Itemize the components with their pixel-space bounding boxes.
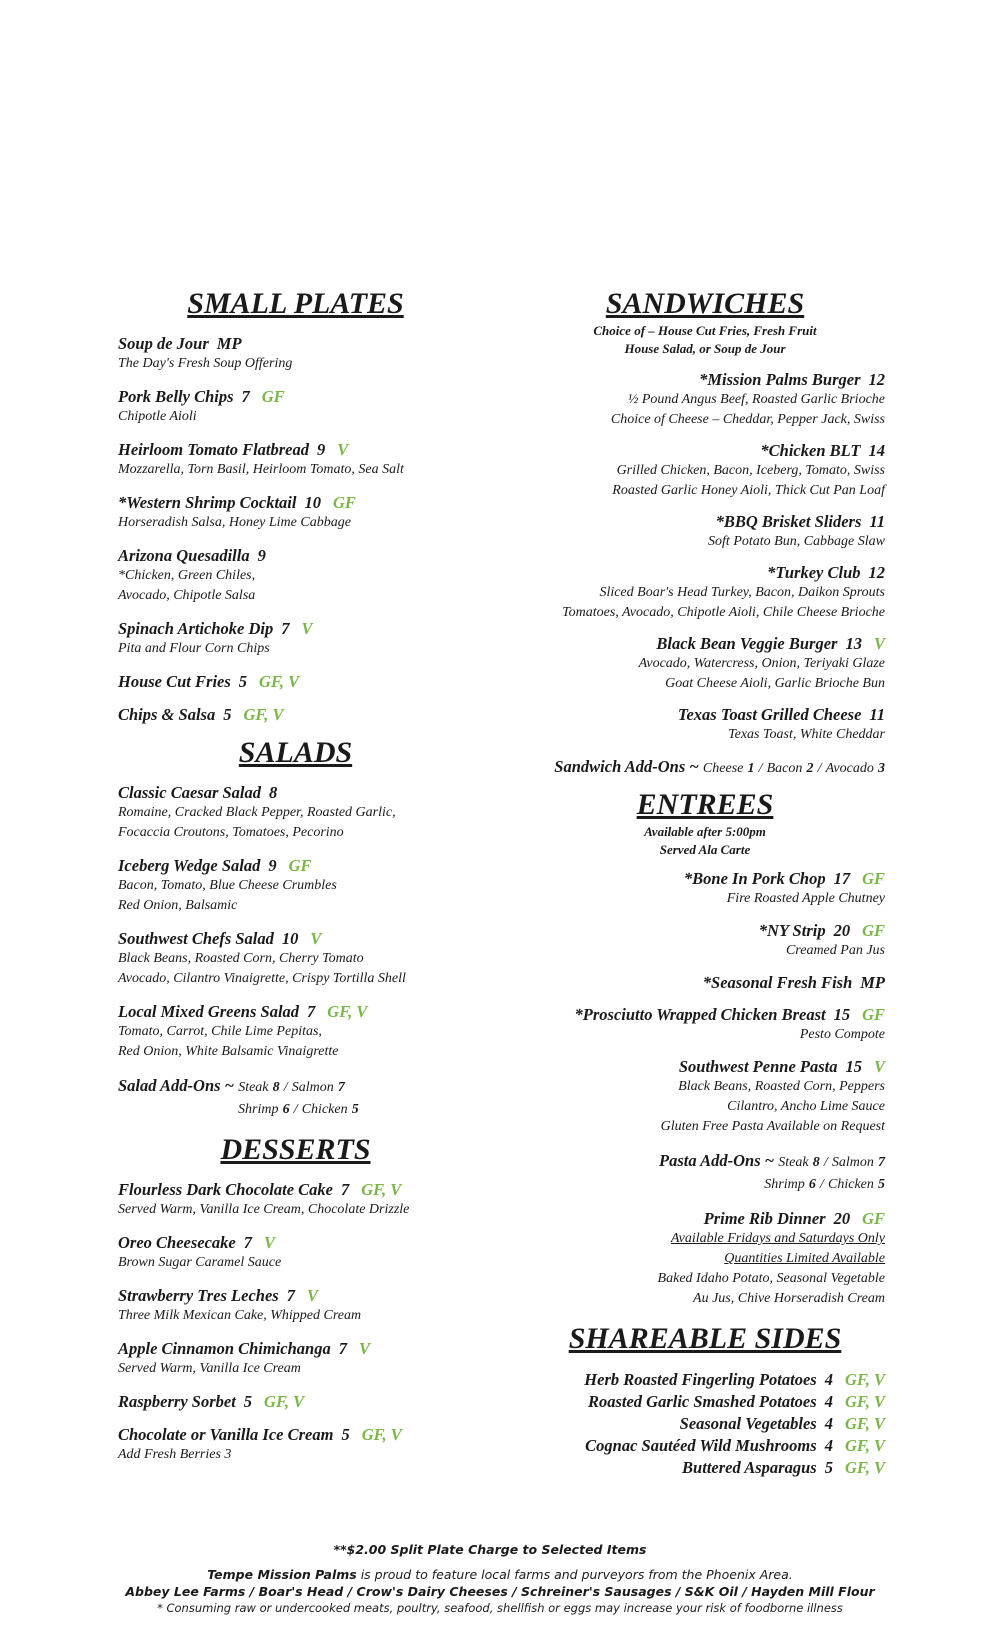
item-description: Red Onion, White Balsamic Vinaigrette	[118, 1044, 339, 1059]
item-price: 11	[869, 512, 885, 531]
item-price: 5	[238, 672, 248, 691]
addon-item: Steak	[778, 1155, 809, 1170]
item-title: Arizona Quesadilla	[118, 546, 250, 565]
side-item	[525, 1457, 885, 1479]
dietary-tag: GF, V	[844, 1436, 885, 1455]
menu-item	[118, 672, 548, 692]
item-title: Black Bean Veggie Burger	[656, 634, 838, 653]
item-title: *Bone In Pork Chop	[683, 869, 826, 888]
entrees-sub-line: Available after 5:00pm	[644, 824, 766, 839]
item-name	[525, 512, 885, 532]
item-price: 4	[824, 1436, 833, 1455]
item-description: Tomatoes, Avocado, Chipotle Aioli, Chile Cheese Brioche	[562, 605, 885, 620]
item-description: Horseradish Salsa, Honey Lime Cabbage	[118, 515, 351, 530]
menu-item	[118, 856, 548, 916]
item-name	[118, 1392, 548, 1412]
item-name	[118, 387, 548, 407]
item-description: The Day's Fresh Soup Offering	[118, 356, 293, 371]
addon-price: 1	[747, 761, 755, 776]
addon-price: 3	[878, 761, 885, 776]
prime-rib-item	[525, 1209, 885, 1309]
item-title: *Turkey Club	[767, 563, 861, 582]
dietary-tag: V	[310, 929, 322, 948]
item-price: 15	[833, 1005, 851, 1024]
item-name	[118, 1180, 548, 1200]
menu-item	[118, 1339, 548, 1379]
item-title: Cognac Sautéed Wild Mushrooms	[585, 1436, 817, 1455]
menu-item	[118, 705, 548, 725]
sandwich-addons	[525, 757, 885, 779]
item-title: Apple Cinnamon Chimichanga	[118, 1339, 331, 1358]
menu-item	[118, 1002, 548, 1062]
item-description: Romaine, Cracked Black Pepper, Roasted Garlic,	[118, 805, 396, 820]
item-price: 15	[845, 1057, 862, 1076]
item-description: Avocado, Watercress, Onion, Teriyaki Glaze	[638, 656, 885, 671]
item-title: House Cut Fries	[118, 672, 231, 691]
item-price: MP	[860, 973, 885, 992]
item-name	[525, 1005, 885, 1025]
item-name	[525, 563, 885, 583]
item-description: Mozzarella, Torn Basil, Heirloom Tomato, Sea Salt	[118, 462, 404, 477]
menu-item	[118, 1392, 548, 1412]
availability-note: Available Fridays and Saturdays Only	[670, 1231, 885, 1246]
menu-item	[118, 387, 548, 427]
item-price: 7	[243, 1233, 253, 1252]
item-description: Gluten Free Pasta Available on Request	[660, 1119, 885, 1134]
item-title: Iceberg Wedge Salad	[118, 856, 261, 875]
menu-item	[525, 973, 885, 993]
item-description: Goat Cheese Aioli, Garlic Brioche Bun	[665, 676, 885, 691]
item-price: 7	[286, 1286, 295, 1305]
menu-item	[525, 634, 885, 694]
item-title: Soup de Jour	[118, 334, 209, 353]
entrees-subheading	[525, 823, 885, 859]
salad-addons	[118, 1076, 548, 1120]
item-description: Three Milk Mexican Cake, Whipped Cream	[118, 1308, 362, 1323]
item-title: Local Mixed Greens Salad	[118, 1002, 300, 1021]
dietary-tag: V	[306, 1286, 318, 1305]
item-name	[118, 672, 548, 692]
item-description: Tomato, Carrot, Chile Lime Pepitas,	[118, 1024, 322, 1039]
sandwiches-subheading	[525, 322, 885, 358]
dietary-tag: GF	[332, 493, 356, 512]
sandwich-addons-line: Sandwich Add-Ons ~ Cheese 1 / Bacon 2 / Avocado 3	[554, 757, 885, 776]
addon-item: Shrimp	[764, 1177, 805, 1192]
dietary-tag: GF, V	[243, 705, 284, 724]
item-description: Pesto Compote	[799, 1027, 885, 1042]
menu-item	[525, 441, 885, 501]
item-title: *NY Strip	[758, 921, 826, 940]
pasta-addons-label: Pasta Add-Ons ~	[659, 1151, 775, 1170]
item-title: Oreo Cheesecake	[118, 1233, 236, 1252]
item-description: Au Jus, Chive Horseradish Cream	[693, 1291, 885, 1306]
menu-item	[118, 334, 548, 374]
addon-item: Salmon	[291, 1080, 334, 1095]
addon-price: 6	[282, 1102, 290, 1117]
local-statement: is proud to feature local farms and purveyors from the Phoenix Area.	[356, 1567, 793, 1582]
item-description: Bacon, Tomato, Blue Cheese Crumbles	[118, 878, 337, 893]
salads-list	[118, 783, 548, 1062]
menu-item	[525, 921, 885, 961]
menu-item	[525, 705, 885, 745]
item-description: Creamed Pan Jus	[785, 943, 885, 958]
side-item	[525, 1413, 885, 1435]
addon-item: Steak	[238, 1080, 269, 1095]
addon-item: Bacon	[766, 761, 803, 776]
dietary-tag: V	[873, 1057, 885, 1076]
dietary-tag: GF	[862, 869, 885, 888]
desserts-heading: DESSERTS	[220, 1133, 371, 1166]
item-description: Cilantro, Ancho Lime Sauce	[727, 1099, 885, 1114]
item-price: 7	[281, 619, 290, 638]
pasta-addons-line1: Pasta Add-Ons ~ Steak 8 / Salmon 7	[659, 1151, 885, 1170]
item-title: Herb Roasted Fingerling Potatoes	[584, 1370, 817, 1389]
venue-name: Tempe Mission Palms	[207, 1567, 357, 1582]
dietary-tag: GF	[862, 1209, 885, 1228]
item-price: 4	[824, 1392, 833, 1411]
pasta-addons-line2: Shrimp 6 / Chicken 5	[764, 1177, 885, 1192]
item-name	[525, 441, 885, 461]
menu-item	[525, 869, 885, 909]
addon-price: 5	[351, 1102, 359, 1117]
availability-note: Quantities Limited Available	[724, 1251, 885, 1266]
side-item	[525, 1435, 885, 1457]
item-price: 11	[869, 705, 885, 724]
addon-price: 8	[812, 1155, 820, 1170]
item-description: *Chicken, Green Chiles,	[118, 568, 256, 583]
dietary-tag: GF, V	[844, 1392, 885, 1411]
item-price: 8	[269, 783, 278, 802]
addon-price: 5	[878, 1177, 885, 1192]
item-title: Texas Toast Grilled Cheese	[677, 705, 862, 724]
item-name	[118, 705, 548, 725]
entrees-heading: ENTREES	[636, 788, 774, 821]
item-price: 12	[868, 563, 885, 582]
addon-price: 7	[337, 1080, 345, 1095]
menu-item	[525, 512, 885, 552]
salads-heading: SALADS	[238, 736, 353, 769]
addon-price: 2	[806, 761, 814, 776]
sandwiches-heading: SANDWICHES	[605, 287, 805, 320]
item-title: Strawberry Tres Leches	[118, 1286, 279, 1305]
footer	[0, 1540, 1000, 1616]
dietary-tag: V	[301, 619, 313, 638]
dietary-tag: V	[873, 634, 885, 653]
item-name	[118, 783, 548, 803]
item-description: Black Beans, Roasted Corn, Peppers	[678, 1079, 885, 1094]
item-title: Classic Caesar Salad	[118, 783, 262, 802]
menu-item	[118, 440, 548, 480]
item-price: 7	[338, 1339, 347, 1358]
dietary-tag: V	[358, 1339, 370, 1358]
item-price: 10	[281, 929, 299, 948]
item-price: 4	[824, 1370, 833, 1389]
addon-item: Cheese	[702, 761, 744, 776]
item-price: 14	[868, 441, 885, 460]
item-name	[118, 546, 548, 566]
small-plates-heading: SMALL PLATES	[187, 287, 404, 320]
item-price: 9	[316, 440, 326, 459]
item-price: 5	[243, 1392, 253, 1411]
item-name	[525, 1209, 885, 1229]
menu-item	[118, 1180, 548, 1220]
side-item	[525, 1369, 885, 1391]
item-title: Buttered Asparagus	[682, 1458, 817, 1477]
menu-item	[118, 619, 548, 659]
dietary-tag: GF, V	[361, 1180, 402, 1199]
item-title: *Prosciutto Wrapped Chicken Breast	[574, 1005, 826, 1024]
item-description: Red Onion, Balsamic	[118, 898, 238, 913]
item-title: Spinach Artichoke Dip	[118, 619, 274, 638]
item-price: 9	[257, 546, 266, 565]
dietary-tag: V	[264, 1233, 276, 1252]
item-description: Baked Idaho Potato, Seasonal Vegetable	[657, 1271, 885, 1286]
item-description: Chipotle Aioli	[118, 409, 197, 424]
food-safety-disclaimer: * Consuming raw or undercooked meats, poultry, seafood, shellfish or eggs may increase your risk of foodborne illness	[157, 1601, 843, 1615]
item-description: Avocado, Cilantro Vinaigrette, Crispy Tortilla Shell	[118, 971, 406, 986]
item-price: MP	[216, 334, 242, 353]
right-column	[525, 286, 885, 1479]
dietary-tag: GF, V	[259, 672, 300, 691]
item-description: Soft Potato Bun, Cabbage Slaw	[708, 534, 885, 549]
item-name	[118, 493, 548, 513]
item-description: Avocado, Chipotle Salsa	[118, 588, 256, 603]
item-name	[525, 370, 885, 390]
item-price: 20	[833, 921, 851, 940]
dietary-tag: GF, V	[844, 1414, 885, 1433]
item-description: Sliced Boar's Head Turkey, Bacon, Daikon Sprouts	[599, 585, 885, 600]
salad-addons-line2: Shrimp 6 / Chicken 5	[238, 1102, 359, 1117]
item-title: *BBQ Brisket Sliders	[715, 512, 862, 531]
item-name	[118, 1233, 548, 1253]
item-name	[118, 440, 548, 460]
dietary-tag: GF, V	[844, 1458, 885, 1477]
addon-item: Shrimp	[238, 1102, 279, 1117]
item-title: Chocolate or Vanilla Ice Cream	[118, 1425, 334, 1444]
menu-item	[525, 1005, 885, 1045]
item-price: 7	[307, 1002, 316, 1021]
dietary-tag: GF, V	[844, 1370, 885, 1389]
item-title: Southwest Penne Pasta	[678, 1057, 838, 1076]
sandwiches-sub-line: Choice of – House Cut Fries, Fresh Fruit	[593, 323, 817, 338]
item-title: Seasonal Vegetables	[679, 1414, 817, 1433]
split-plate-note: **$2.00 Split Plate Charge to Selected Items	[333, 1542, 647, 1557]
item-description: Black Beans, Roasted Corn, Cherry Tomato	[118, 951, 364, 966]
item-name	[118, 856, 548, 876]
salad-addons-label: Salad Add-Ons ~	[118, 1076, 235, 1095]
item-description: Fire Roasted Apple Chutney	[726, 891, 885, 906]
item-title: Pork Belly Chips	[118, 387, 234, 406]
item-description: Texas Toast, White Cheddar	[728, 727, 885, 742]
item-name	[118, 1339, 548, 1359]
dietary-tag: V	[337, 440, 349, 459]
item-name	[525, 973, 885, 993]
sides-list	[525, 1369, 885, 1479]
dietary-tag: GF, V	[264, 1392, 305, 1411]
menu-item	[525, 1057, 885, 1137]
item-title: Flourless Dark Chocolate Cake	[118, 1180, 333, 1199]
dietary-tag: GF, V	[361, 1425, 402, 1444]
item-name	[118, 929, 548, 949]
item-title: Chips & Salsa	[118, 705, 216, 724]
sandwich-addons-label: Sandwich Add-Ons ~	[554, 757, 699, 776]
item-name	[525, 869, 885, 889]
pasta-addons	[525, 1151, 885, 1195]
item-title: Raspberry Sorbet	[118, 1392, 236, 1411]
item-description: Served Warm, Vanilla Ice Cream, Chocolate Drizzle	[118, 1202, 410, 1217]
dietary-tag: GF	[288, 856, 312, 875]
menu-item	[118, 783, 548, 843]
menu-item	[525, 370, 885, 430]
item-title: *Seasonal Fresh Fish	[702, 973, 853, 992]
item-description: Pita and Flour Corn Chips	[118, 641, 270, 656]
item-name	[118, 1286, 548, 1306]
local-purveyors-note	[0, 1566, 1000, 1583]
addon-price: 6	[808, 1177, 816, 1192]
item-price: 13	[845, 634, 862, 653]
sandwiches-sub-line: House Salad, or Soup de Jour	[624, 341, 786, 356]
item-name	[118, 619, 548, 639]
item-price: 4	[824, 1414, 833, 1433]
item-description: Brown Sugar Caramel Sauce	[118, 1255, 282, 1270]
addon-price: 7	[878, 1155, 885, 1170]
purveyor-list: Abbey Lee Farms / Boar's Head / Crow's Dairy Cheeses / Schreiner's Sausages / S&K Oil / Hayden Mill Flour	[125, 1584, 875, 1599]
item-name	[118, 1002, 548, 1022]
item-title: *Chicken BLT	[760, 441, 861, 460]
addon-item: Salmon	[831, 1155, 874, 1170]
addon-item: Chicken	[828, 1177, 874, 1192]
dietary-tag: GF	[862, 921, 885, 940]
entrees-list	[525, 869, 885, 1137]
sides-heading: SHAREABLE SIDES	[568, 1322, 842, 1355]
item-price: 5	[824, 1458, 833, 1477]
entrees-sub-line: Served Ala Carte	[659, 842, 751, 857]
item-price: 9	[268, 856, 277, 875]
menu-item	[118, 493, 548, 533]
item-name	[525, 1057, 885, 1077]
item-description: ½ Pound Angus Beef, Roasted Garlic Brioche	[627, 392, 885, 407]
item-title: *Western Shrimp Cocktail	[118, 493, 297, 512]
item-price: 12	[868, 370, 885, 389]
item-price: 17	[833, 869, 851, 888]
item-price: 7	[241, 387, 250, 406]
item-description: Focaccia Croutons, Tomatoes, Pecorino	[118, 825, 344, 840]
left-column	[118, 286, 548, 1465]
addon-price: 8	[272, 1080, 280, 1095]
menu-item	[118, 1286, 548, 1326]
item-name	[525, 634, 885, 654]
dietary-tag: GF, V	[327, 1002, 368, 1021]
item-price: 5	[341, 1425, 350, 1444]
item-name	[525, 705, 885, 725]
item-title: Southwest Chefs Salad	[118, 929, 274, 948]
addon-item: Avocado	[825, 761, 874, 776]
item-title: Roasted Garlic Smashed Potatoes	[587, 1392, 817, 1411]
menu-item	[525, 563, 885, 623]
item-description: Served Warm, Vanilla Ice Cream	[118, 1361, 301, 1376]
dietary-tag: GF	[261, 387, 285, 406]
side-item	[525, 1391, 885, 1413]
item-name	[525, 921, 885, 941]
dietary-tag: GF	[862, 1005, 885, 1024]
item-title: Prime Rib Dinner	[703, 1209, 826, 1228]
item-price: 10	[304, 493, 321, 512]
salad-addons-line1: Salad Add-Ons ~ Steak 8 / Salmon 7	[118, 1076, 345, 1095]
item-price: 7	[340, 1180, 350, 1199]
addon-item: Chicken	[301, 1102, 348, 1117]
item-description: Grilled Chicken, Bacon, Iceberg, Tomato, Swiss	[616, 463, 885, 478]
item-name	[118, 334, 548, 354]
item-description: Roasted Garlic Honey Aioli, Thick Cut Pan Loaf	[612, 483, 885, 498]
menu-item	[118, 546, 548, 606]
item-title: Heirloom Tomato Flatbread	[118, 440, 309, 459]
item-price: 20	[833, 1209, 851, 1228]
item-description: Choice of Cheese – Cheddar, Pepper Jack, Swiss	[610, 412, 885, 427]
item-name	[118, 1425, 548, 1445]
menu-item	[118, 929, 548, 989]
item-title: *Mission Palms Burger	[699, 370, 861, 389]
menu-item	[118, 1233, 548, 1273]
menu-item	[118, 1425, 548, 1465]
small-plates-list	[118, 334, 548, 725]
item-description: Add Fresh Berries 3	[118, 1447, 232, 1462]
desserts-list	[118, 1180, 548, 1465]
sandwiches-list	[525, 370, 885, 745]
item-price: 5	[223, 705, 232, 724]
